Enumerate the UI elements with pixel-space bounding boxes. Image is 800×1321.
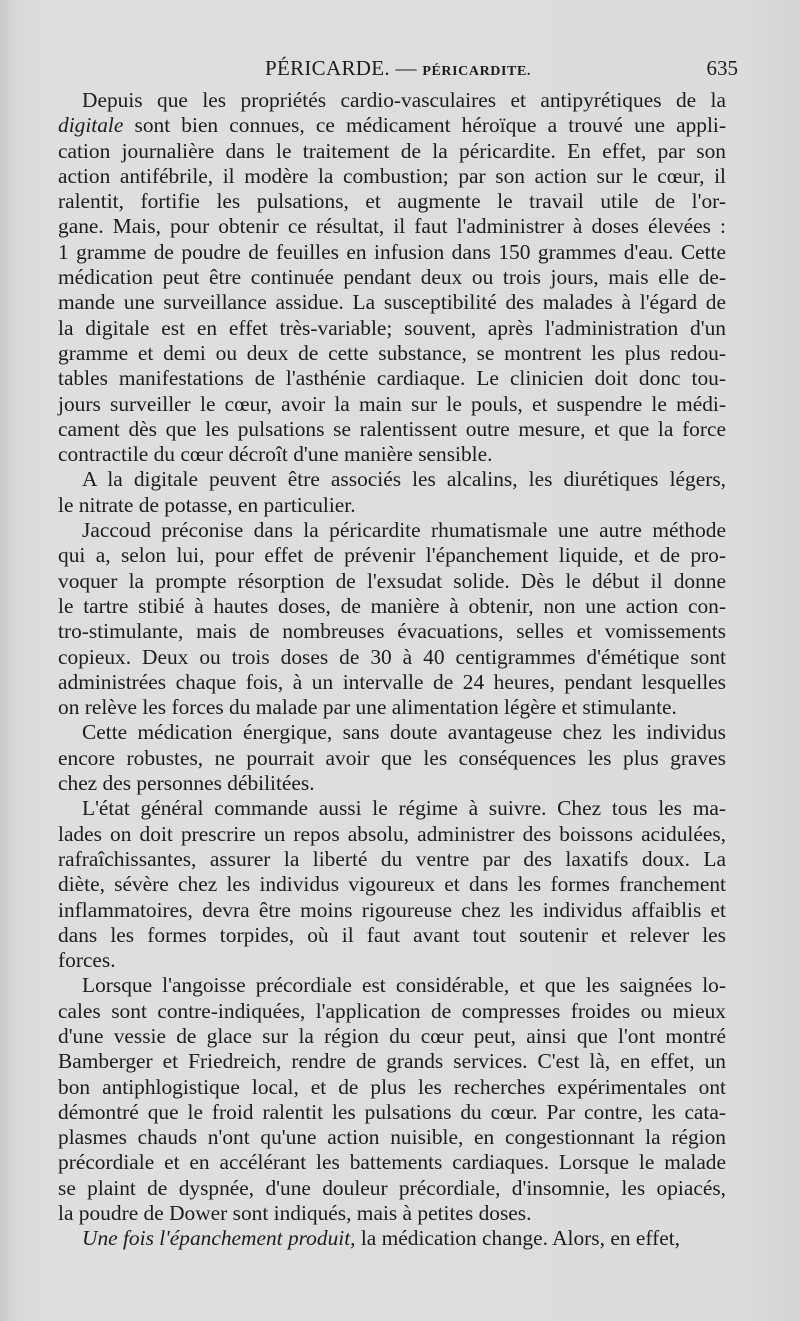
running-title — [58, 56, 738, 81]
text-line: 1 gramme de poudre de feuilles en infusion dans 150 grammes d'eau. Cette — [58, 239, 726, 264]
text-line: diète, sévère chez les individus vigoureux et dans les formes franchement — [58, 872, 726, 897]
italic-word: digitale — [58, 113, 124, 138]
text-line: plasmes chauds n'ont qu'une action nuisible, en congestionnant la région — [58, 1125, 726, 1150]
text-line: précordiale et en accélérant les battements cardiaques. Lorsque le malade — [58, 1150, 726, 1175]
text-line: se plaint de dyspnée, d'une douleur précordiale, d'insomnie, les opiacés, — [58, 1175, 726, 1200]
text-line: le nitrate de potasse, en particulier. — [58, 492, 356, 517]
text-line: L'état général commande aussi le régime à suivre. Chez tous les ma- — [82, 796, 726, 821]
text-line: dans les formes torpides, où il faut avant tout soutenir et relever les — [58, 922, 726, 947]
text-line: le tartre stibié à hautes doses, de manière à obtenir, non une action con- — [58, 593, 726, 618]
text-line: d'une vessie de glace sur la région du cœur peut, ainsi que l'ont montré — [58, 1023, 726, 1048]
running-header — [58, 56, 738, 86]
text-line: rafraîchissantes, assurer la liberté du ventre par des laxatifs doux. La — [58, 846, 726, 871]
text-line: voquer la prompte résorption de l'exsudat solide. Dès le début il donne — [58, 568, 726, 593]
text-line — [58, 1226, 726, 1251]
text-line: ralentit, fortifie les pulsations, et augmente le travail utile de l'or- — [58, 189, 726, 214]
text-line: cation journalière dans le traitement de la péricardite. En effet, par son — [58, 138, 726, 163]
text-line: chez des personnes débilitées. — [58, 771, 315, 796]
text-line: action antifébrile, il modère la combustion; par son action sur le cœur, il — [58, 163, 726, 188]
text-line: bon antiphlogistique local, et de plus les recherches expérimentales ont — [58, 1074, 726, 1099]
text-line: tables manifestations de l'asthénie cardiaque. Le clinicien doit donc tou- — [58, 366, 726, 391]
page-number: 635 — [706, 56, 738, 80]
text-line: démontré que le froid ralentit les pulsations du cœur. Par contre, les cata- — [58, 1099, 726, 1124]
text-line: jours surveiller le cœur, avoir la main sur le pouls, et suspendre le médi- — [58, 391, 726, 416]
text-line: tro-stimulante, mais de nombreuses évacuations, selles et vomissements — [58, 619, 726, 644]
text-line: on relève les forces du malade par une alimentation légère et stimulante. — [58, 695, 677, 720]
text-line: Lorsque l'angoisse précordiale est considérable, et que les saignées lo- — [82, 973, 726, 998]
text-line: médication peut être continuée pendant deux ou trois jours, mais elle de- — [58, 265, 726, 290]
text-line: Depuis que les propriétés cardio-vasculaires et antipyrétiques de la — [82, 88, 726, 112]
body-text — [58, 88, 726, 1252]
text-line: gane. Mais, pour obtenir ce résultat, il faut l'administrer à doses élevées : — [58, 214, 726, 239]
text-line: cales sont contre-indiquées, l'application de compresses froides ou mieux — [58, 998, 726, 1023]
text-line: lades on doit prescrire un repos absolu, administrer des boissons acidulées, — [58, 821, 726, 846]
text-line: mande une surveillance assidue. La susceptibilité des malades à l'égard de — [58, 290, 726, 315]
running-title-main: PÉRICARDE. — — [264, 56, 423, 80]
text-line: encore robustes, ne pourrait avoir que les conséquences les plus graves — [58, 745, 726, 770]
text-line: Jaccoud préconise dans la péricardite rhumatismale une autre méthode — [82, 518, 726, 543]
text-line: gramme et demi ou deux de cette substance, se montrent les plus redou- — [58, 340, 726, 365]
text-line: copieux. Deux ou trois doses de 30 à 40 centigrammes d'émétique sont — [58, 644, 726, 669]
text-line: Cette médication énergique, sans doute avantageuse chez les individus — [82, 720, 726, 745]
line-text: la médication change. Alors, en effet, — [355, 1226, 681, 1251]
text-line: la digitale est en effet très-variable; souvent, après l'administration d'un — [58, 315, 726, 340]
text-line: qui a, selon lui, pour effet de prévenir l'épanchement liquide, et de pro- — [58, 543, 726, 568]
text-line: A la digitale peuvent être associés les alcalins, les diurétiques légers, — [82, 467, 726, 492]
text-line: administrées chaque fois, à un intervalle de 24 heures, pendant lesquelles — [58, 669, 726, 694]
italic-lead: Une fois l'épanchement produit, — [82, 1226, 356, 1251]
running-title-sub: PÉRICARDITE. — [422, 64, 532, 79]
text-line: inflammatoires, devra être moins rigoureuse chez les individus affaiblis et — [58, 897, 726, 922]
text-line: contractile du cœur décroît d'une manière sensible. — [58, 442, 493, 467]
text-line: digitale sont bien connues, ce médicament héroïque a trouvé une appli- — [58, 113, 726, 138]
text-line: Bamberger et Friedreich, rendre de grands services. C'est là, en effet, un — [58, 1049, 726, 1074]
text-line: cament dès que les pulsations se ralentissent outre mesure, et que la force — [58, 416, 726, 441]
text-line: la poudre de Dower sont indiqués, mais à petites doses. — [58, 1201, 532, 1226]
text-line: forces. — [58, 948, 116, 973]
